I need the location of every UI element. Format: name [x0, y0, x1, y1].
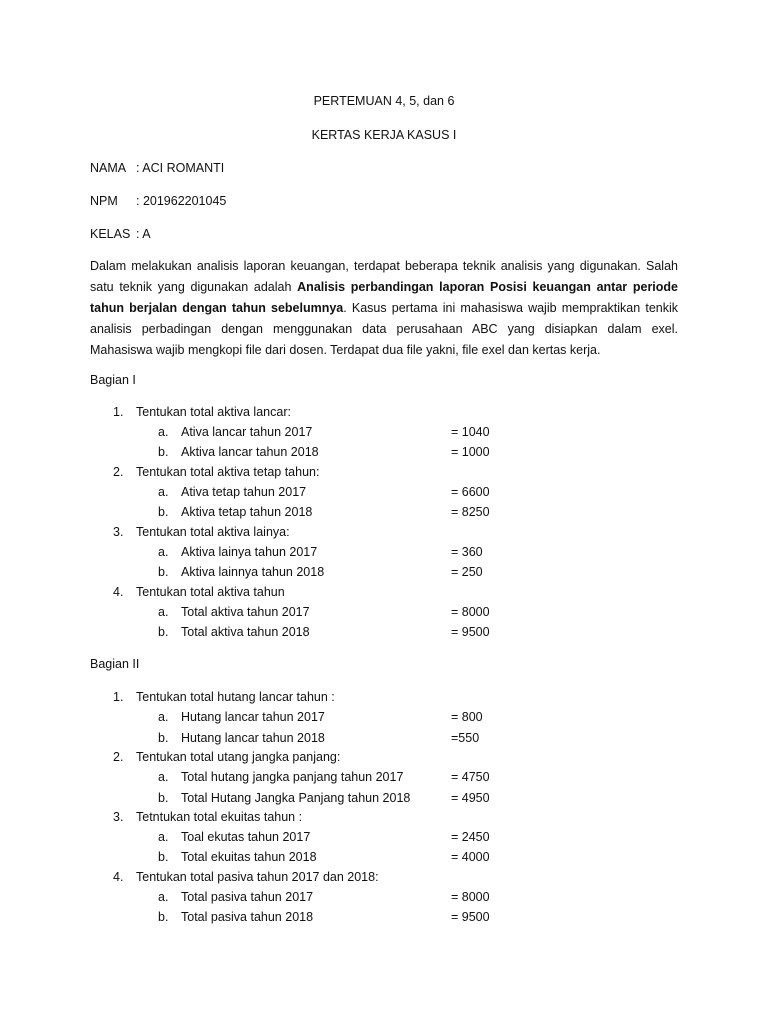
- item-label: Total Hutang Jangka Panjang tahun 2018: [181, 791, 411, 805]
- question-text: Tentukan total aktiva lainya:: [136, 525, 290, 539]
- item-letter: b.: [158, 850, 169, 864]
- item-label: Toal ekutas tahun 2017: [181, 830, 311, 844]
- question-text: Tentukan total utang jangka panjang:: [136, 750, 341, 764]
- question-number: 1.: [113, 405, 124, 419]
- question-text: Tetntukan total ekuitas tahun :: [136, 810, 303, 824]
- item-label: Aktiva lainnya tahun 2018: [181, 565, 325, 579]
- page-subtitle: KERTAS KERJA KASUS I: [311, 128, 457, 142]
- item-value: = 1000: [451, 445, 490, 459]
- item-letter: a.: [158, 830, 169, 844]
- item-label: Aktiva lancar tahun 2018: [181, 445, 319, 459]
- question-text: Tentukan total aktiva tetap tahun:: [136, 465, 320, 479]
- item-letter: a.: [158, 425, 169, 439]
- npm-row: [90, 194, 226, 208]
- item-value: = 8000: [451, 605, 490, 619]
- item-value: = 4750: [451, 770, 490, 784]
- item-letter: b.: [158, 791, 169, 805]
- item-label: Total aktiva tahun 2018: [181, 625, 310, 639]
- question-number: 4.: [113, 870, 124, 884]
- kelas-value: : A: [136, 227, 151, 241]
- item-value: = 2450: [451, 830, 490, 844]
- question-number: 2.: [113, 465, 124, 479]
- item-value: = 800: [451, 710, 483, 724]
- item-letter: a.: [158, 545, 169, 559]
- item-letter: a.: [158, 770, 169, 784]
- item-value: = 9500: [451, 910, 490, 924]
- item-label: Total aktiva tahun 2017: [181, 605, 310, 619]
- question-text: Tentukan total aktiva tahun: [136, 585, 285, 599]
- item-letter: a.: [158, 605, 169, 619]
- item-label: Aktiva lainya tahun 2017: [181, 545, 318, 559]
- item-label: Total pasiva tahun 2018: [181, 910, 314, 924]
- intro-text-2: . Kasus pertama ini mahasiswa wajib mempraktikan tenkik analisis perbadingan dengan menggunakan data perusahaan ABC yang disiapkan dalam exel. Mahasiswa wajib mengkopi file dari dosen. Terdapat dua file yakni, file exel dan kertas kerja.: [90, 301, 679, 357]
- item-label: Total hutang jangka panjang tahun 2017: [181, 770, 404, 784]
- item-label: Ativa tetap tahun 2017: [181, 485, 307, 499]
- intro-text-1: Dalam melakukan analisis laporan keuangan, terdapat beberapa teknik analisis yang digunakan. Salah satu teknik yang digunakan adalah: [90, 259, 678, 294]
- section-heading-bagian-2: Bagian II: [90, 657, 140, 671]
- intro-paragraph: [90, 256, 678, 361]
- item-value: = 4000: [451, 850, 490, 864]
- question-text: Tentukan total hutang lancar tahun :: [136, 690, 335, 704]
- item-letter: b.: [158, 565, 169, 579]
- item-letter: a.: [158, 710, 169, 724]
- item-letter: b.: [158, 910, 169, 924]
- kelas-label: KELAS: [90, 227, 131, 241]
- item-value: = 250: [451, 565, 483, 579]
- item-label: Aktiva tetap tahun 2018: [181, 505, 313, 519]
- npm-label: NPM: [90, 194, 118, 208]
- item-value: = 4950: [451, 791, 490, 805]
- nama-value: : ACI ROMANTI: [136, 161, 225, 175]
- nama-row: [90, 161, 224, 175]
- item-letter: b.: [158, 445, 169, 459]
- item-letter: b.: [158, 625, 169, 639]
- item-letter: b.: [158, 731, 169, 745]
- npm-value: : 201962201045: [136, 194, 227, 208]
- item-letter: a.: [158, 890, 169, 904]
- question-text: Tentukan total aktiva lancar:: [136, 405, 291, 419]
- item-value: = 6600: [451, 485, 490, 499]
- item-value: = 8250: [451, 505, 490, 519]
- item-label: Hutang lancar tahun 2017: [181, 710, 325, 724]
- question-text: Tentukan total pasiva tahun 2017 dan 2018:: [136, 870, 379, 884]
- item-value: =550: [451, 731, 480, 745]
- question-number: 3.: [113, 525, 124, 539]
- item-letter: a.: [158, 485, 169, 499]
- item-label: Ativa lancar tahun 2017: [181, 425, 313, 439]
- intro-bold-text: Analisis perbandingan laporan Posisi keuangan antar periode tahun berjalan dengan tahun sebelumnya: [90, 280, 679, 315]
- item-value: = 360: [451, 545, 483, 559]
- item-value: = 8000: [451, 890, 490, 904]
- item-label: Total pasiva tahun 2017: [181, 890, 314, 904]
- question-number: 4.: [113, 585, 124, 599]
- kelas-row: [90, 227, 151, 241]
- question-number: 3.: [113, 810, 124, 824]
- page-title: PERTEMUAN 4, 5, dan 6: [313, 94, 455, 108]
- question-number: 1.: [113, 690, 124, 704]
- item-value: = 9500: [451, 625, 490, 639]
- section-heading-bagian-1: Bagian I: [90, 373, 136, 387]
- item-label: Hutang lancar tahun 2018: [181, 731, 325, 745]
- question-number: 2.: [113, 750, 124, 764]
- nama-label: NAMA: [90, 161, 127, 175]
- item-letter: b.: [158, 505, 169, 519]
- item-label: Total ekuitas tahun 2018: [181, 850, 317, 864]
- item-value: = 1040: [451, 425, 490, 439]
